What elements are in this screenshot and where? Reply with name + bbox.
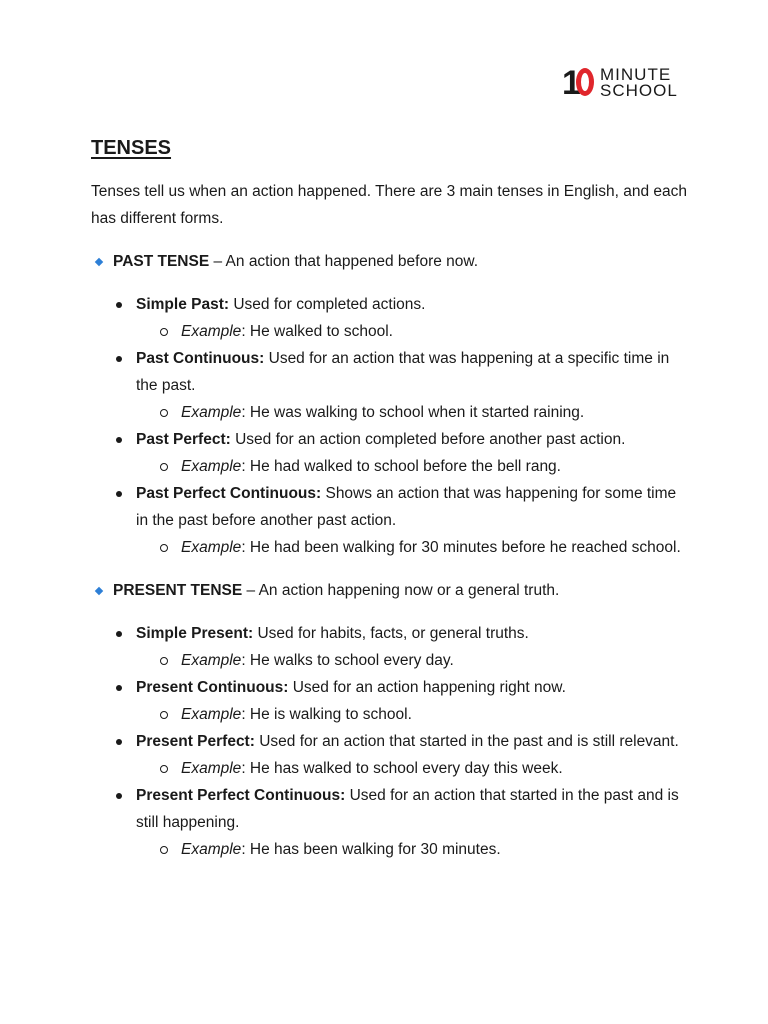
list-item: Past Perfect Continuous: Shows an action that was happening for some time in the past before another past action. Example: He had been walking for 30 minutes before he reached school.	[91, 480, 691, 561]
document-body	[91, 132, 691, 879]
logo-wordmark: MINUTE SCHOOL	[600, 65, 678, 100]
example-item: Example: He has been walking for 30 minutes.	[136, 836, 691, 863]
list-item: Simple Past: Used for completed actions. Example: He walked to school.	[91, 291, 691, 345]
example-item: Example: He was walking to school when it started raining.	[136, 399, 691, 426]
intro-paragraph: Tenses tell us when an action happened. There are 3 main tenses in English, and each has different forms.	[91, 183, 687, 227]
list-item: Past Continuous: Used for an action that was happening at a specific time in the past. Example: He was walking to school when it started raining.	[91, 345, 691, 426]
section-present-tense	[91, 577, 691, 863]
section-past-tense	[91, 248, 691, 561]
circle-bullet-icon	[160, 846, 168, 854]
example-item: Example: He is walking to school.	[136, 701, 691, 728]
list-item: Present Perfect: Used for an action that started in the past and is still relevant. Example: He has walked to school every day this week.	[91, 728, 691, 782]
circle-bullet-icon	[160, 765, 168, 773]
bullet-icon	[116, 685, 122, 691]
tense-list	[91, 291, 691, 561]
bullet-icon	[116, 793, 122, 799]
bullet-icon	[116, 302, 122, 308]
bullet-icon	[116, 491, 122, 497]
list-item: Present Perfect Continuous: Used for an action that started in the past and is still happening. Example: He has been walking for 30 minutes.	[91, 782, 691, 863]
circle-bullet-icon	[160, 409, 168, 417]
circle-bullet-icon	[160, 463, 168, 471]
list-item: Present Continuous: Used for an action happening right now. Example: He is walking to school.	[91, 674, 691, 728]
example-item: Example: He walked to school.	[136, 318, 691, 345]
page-title: TENSES	[91, 137, 172, 159]
bullet-icon	[116, 437, 122, 443]
10-minute-school-logo	[562, 64, 680, 102]
bullet-icon	[116, 631, 122, 637]
diamond-bullet-icon	[95, 258, 103, 266]
circle-bullet-icon	[160, 657, 168, 665]
example-item: Example: He has walked to school every day this week.	[136, 755, 691, 782]
tense-list	[91, 620, 691, 863]
list-item: Simple Present: Used for habits, facts, or general truths. Example: He walks to school every day.	[91, 620, 691, 674]
logo-mark-icon: 1	[562, 66, 600, 100]
example-item: Example: He had been walking for 30 minutes before he reached school.	[136, 534, 691, 561]
circle-bullet-icon	[160, 328, 168, 336]
diamond-bullet-icon	[95, 587, 103, 595]
circle-bullet-icon	[160, 711, 168, 719]
example-item: Example: He walks to school every day.	[136, 647, 691, 674]
circle-bullet-icon	[160, 544, 168, 552]
section-heading: PRESENT TENSE – An action happening now or a general truth.	[91, 577, 691, 604]
bullet-icon	[116, 739, 122, 745]
list-item: Past Perfect: Used for an action completed before another past action. Example: He had walked to school before the bell rang.	[91, 426, 691, 480]
example-item: Example: He had walked to school before the bell rang.	[136, 453, 691, 480]
section-heading: PAST TENSE – An action that happened before now.	[91, 248, 691, 275]
bullet-icon	[116, 356, 122, 362]
